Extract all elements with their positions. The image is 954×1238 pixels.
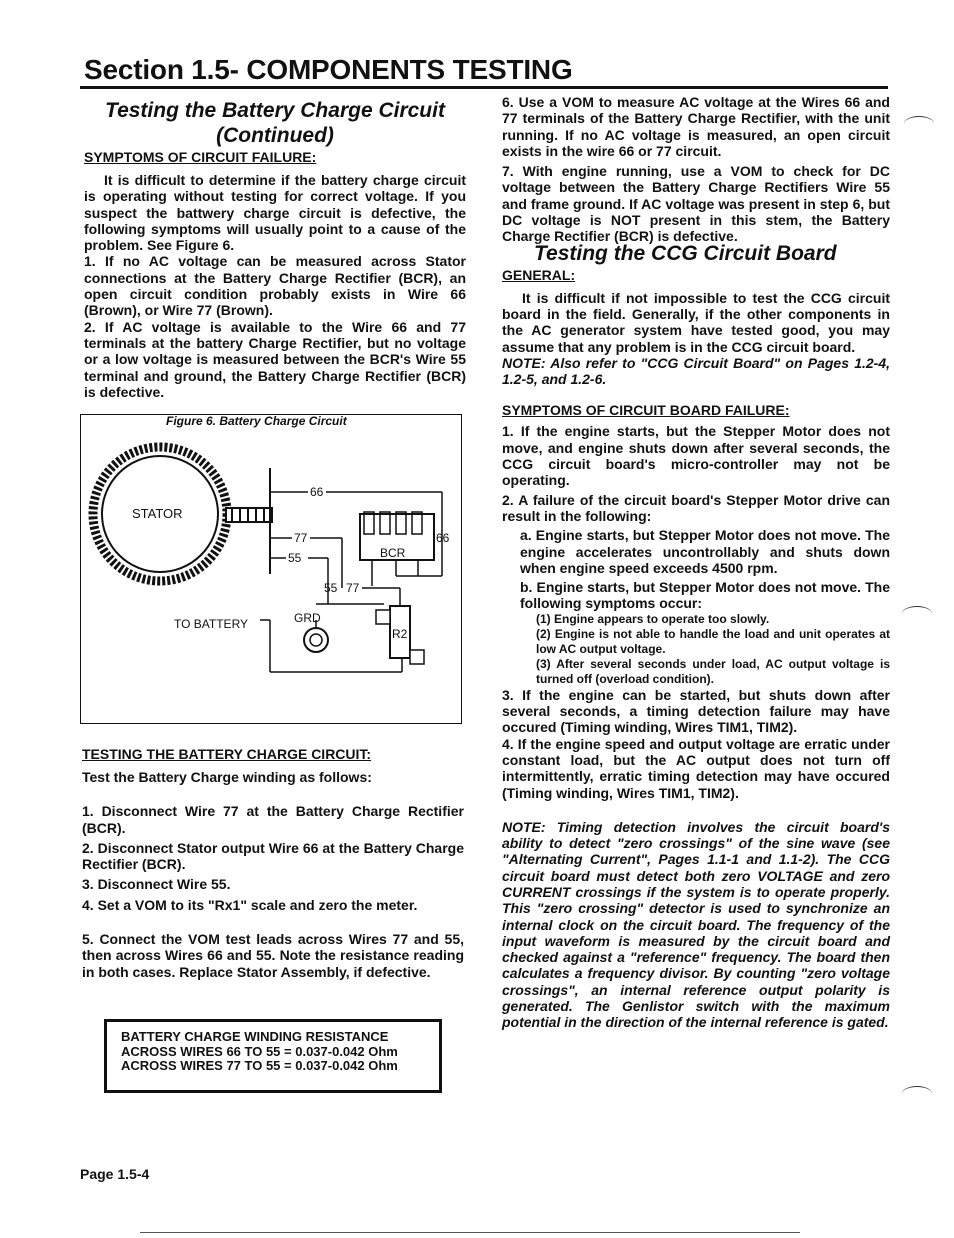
symptoms-intro: It is difficult to determine if the battery charge circuit is operating without testing for correct voltage. If you suspect the battwery charge circuit is defective, the following symptoms will usually point to a cause of the problem. See Figure 6. xyxy=(84,172,466,254)
to-battery-label: TO BATTERY xyxy=(174,617,249,631)
testing-section xyxy=(82,745,464,980)
title-rule xyxy=(80,86,888,89)
wire-77-label: 77 xyxy=(294,531,308,545)
edge-mark xyxy=(904,116,934,131)
bcr-label: BCR xyxy=(380,546,406,560)
resistance-66-55: ACROSS WIRES 66 TO 55 = 0.037-0.042 Ohm xyxy=(121,1043,398,1059)
section-title: Section 1.5- COMPONENTS TESTING xyxy=(84,54,573,85)
bottom-rule xyxy=(140,1232,800,1233)
wire-77-lower-label: 77 xyxy=(346,581,360,595)
edge-mark xyxy=(902,606,932,621)
board-symptom-1: 1. If the engine starts, but the Stepper Motor does not move, and engine shuts down after several seconds, the CCG circuit board's micro-controller may not be operating. xyxy=(502,423,890,489)
ground-label: GRD xyxy=(294,611,321,625)
board-symptom-2b-3: (3) After several seconds under load, AC output voltage is turned off (overload condition). xyxy=(536,656,890,686)
resistance-spec-box xyxy=(104,1019,442,1093)
general-heading: GENERAL: xyxy=(502,266,576,283)
wire-66-right-label: 66 xyxy=(436,531,450,545)
test-step-2: 2. Disconnect Stator output Wire 66 at the Battery Charge Rectifier (BCR). xyxy=(82,839,464,873)
testing-heading: TESTING THE BATTERY CHARGE CIRCUIT: xyxy=(82,746,372,762)
test-step-5: 5. Connect the VOM test leads across Wires 77 and 55, then across Wires 66 and 55. Note the resistance reading in both cases. Replace Stator Assembly, if defective. xyxy=(82,931,464,980)
resistance-title: BATTERY CHARGE WINDING RESISTANCE xyxy=(121,1029,389,1044)
board-symptom-2: 2. A failure of the circuit board's Stepper Motor drive can result in the following: xyxy=(502,491,890,524)
resistance-77-55: ACROSS WIRES 77 TO 55 = 0.037-0.042 Ohm xyxy=(121,1058,398,1073)
r2-label: R2 xyxy=(392,627,408,641)
general-note: NOTE: Also refer to "CCG Circuit Board" on Pages 1.2-4, 1.2-5, and 1.2-6. xyxy=(502,354,890,388)
wire-55-lower-label: 55 xyxy=(324,581,338,595)
board-symptom-2b-1: (1) Engine appears to operate too slowly. xyxy=(536,611,770,626)
symptom-1: 1. If no AC voltage can be measured across Stator connections at the Battery Charge Rectifier (BCR), an open circuit condition probably exists in Wire 66 (Brown), or Wire 77 (Brown). xyxy=(84,253,466,319)
wire-55-label: 55 xyxy=(288,551,302,565)
right-column xyxy=(502,94,890,1031)
test-step-7: 7. With engine running, use a VOM to check for DC voltage between the Battery Charge Rectifiers Wire 55 and frame ground. If AC voltage was present in step 6, but DC voltage is NOT present in this stem, the Battery Charge Rectifier (BCR) is defective. xyxy=(502,163,890,245)
wire-66-label: 66 xyxy=(310,485,324,499)
ccg-title: Testing the CCG Circuit Board xyxy=(534,241,837,265)
figure-caption: Figure 6. Battery Charge Circuit xyxy=(166,414,347,428)
test-step-6: 6. Use a VOM to measure AC voltage at the Wires 66 and 77 terminals of the Battery Charge Rectifier, with the unit running. If no AC voltage is measured, an open circuit exists in the wire 66 or 77 circuit. xyxy=(502,94,890,159)
test-step-3: 3. Disconnect Wire 55. xyxy=(82,876,231,893)
test-step-1: 1. Disconnect Wire 77 at the Battery Charge Rectifier (BCR). xyxy=(82,803,464,836)
left-column xyxy=(84,98,466,400)
symptom-2: 2. If AC voltage is available to the Wire 66 and 77 terminals at the battery Charge Rectifier, but no voltage or a low voltage is measured between the BCR's Wire 55 terminal and ground, the Battery Charge Rectifier (BCR) is defective. xyxy=(84,318,466,400)
ground-terminal xyxy=(304,628,328,652)
subsection-title: Testing the Battery Charge Circuit xyxy=(105,99,445,122)
page-number: Page 1.5-4 xyxy=(80,1166,150,1182)
board-symptoms-heading: SYMPTOMS OF CIRCUIT BOARD FAILURE: xyxy=(502,402,790,419)
general-text: It is difficult if not impossible to test the CCG circuit board in the field. Generally, if the other components in the AC generator system have tested good, you may assume that any problem is in the CCG circuit board. xyxy=(502,289,890,355)
board-symptom-3: 3. If the engine can be started, but shuts down after several seconds, a timing detection failure may have occured (Timing winding, Wires TIM1, TIM2). xyxy=(502,686,890,736)
stator-label: STATOR xyxy=(132,506,183,521)
battery-charge-circuit-diagram xyxy=(80,414,462,724)
board-symptom-2a: a. Engine starts, but Stepper Motor does not move. The engine accelerates uncontrollably and shuts down when engine speed exceeds 4500 rpm. xyxy=(520,527,890,576)
testing-intro: Test the Battery Charge winding as follows: xyxy=(82,769,372,785)
subsection-title-continued: (Continued) xyxy=(216,124,334,147)
board-symptom-2b: b. Engine starts, but Stepper Motor does not move. The following symptoms occur: xyxy=(520,579,890,612)
timing-note: NOTE: Timing detection involves the circuit board's ability to detect "zero crossings" of the sine wave (see "Alternating Current", Pages 1.1-1 and 1.1-2). The CCG circuit board must detect both zero VOLTAGE and zero CURRENT crossings if the system is to operate properly. This "zero crossing" detector is used to synchronize an internal clock on the circuit board. The frequency of the input waveform is measured by the circuit board and checked against a "reference" frequency. The board then calculates a frequency divisor. By counting "zero voltage crossings", an internal reference output polarity is generated. The Genlistor switch with the maximum potential in the direction of the internal reference is gated. xyxy=(502,818,890,1031)
edge-mark xyxy=(902,1086,932,1101)
test-step-4: 4. Set a VOM to its "Rx1" scale and zero the meter. xyxy=(82,896,418,913)
symptoms-heading: SYMPTOMS OF CIRCUIT FAILURE: xyxy=(84,149,317,165)
board-symptom-4: 4. If the engine speed and output voltage are erratic under constant load, but the AC output does not turn off intermittently, erratic timing detection may have occured (Timing winding, Wires TIM1, TIM2). xyxy=(502,735,890,801)
board-symptom-2b-2: (2) Engine is not able to handle the load and unit operates at low AC output voltage. xyxy=(536,626,890,656)
